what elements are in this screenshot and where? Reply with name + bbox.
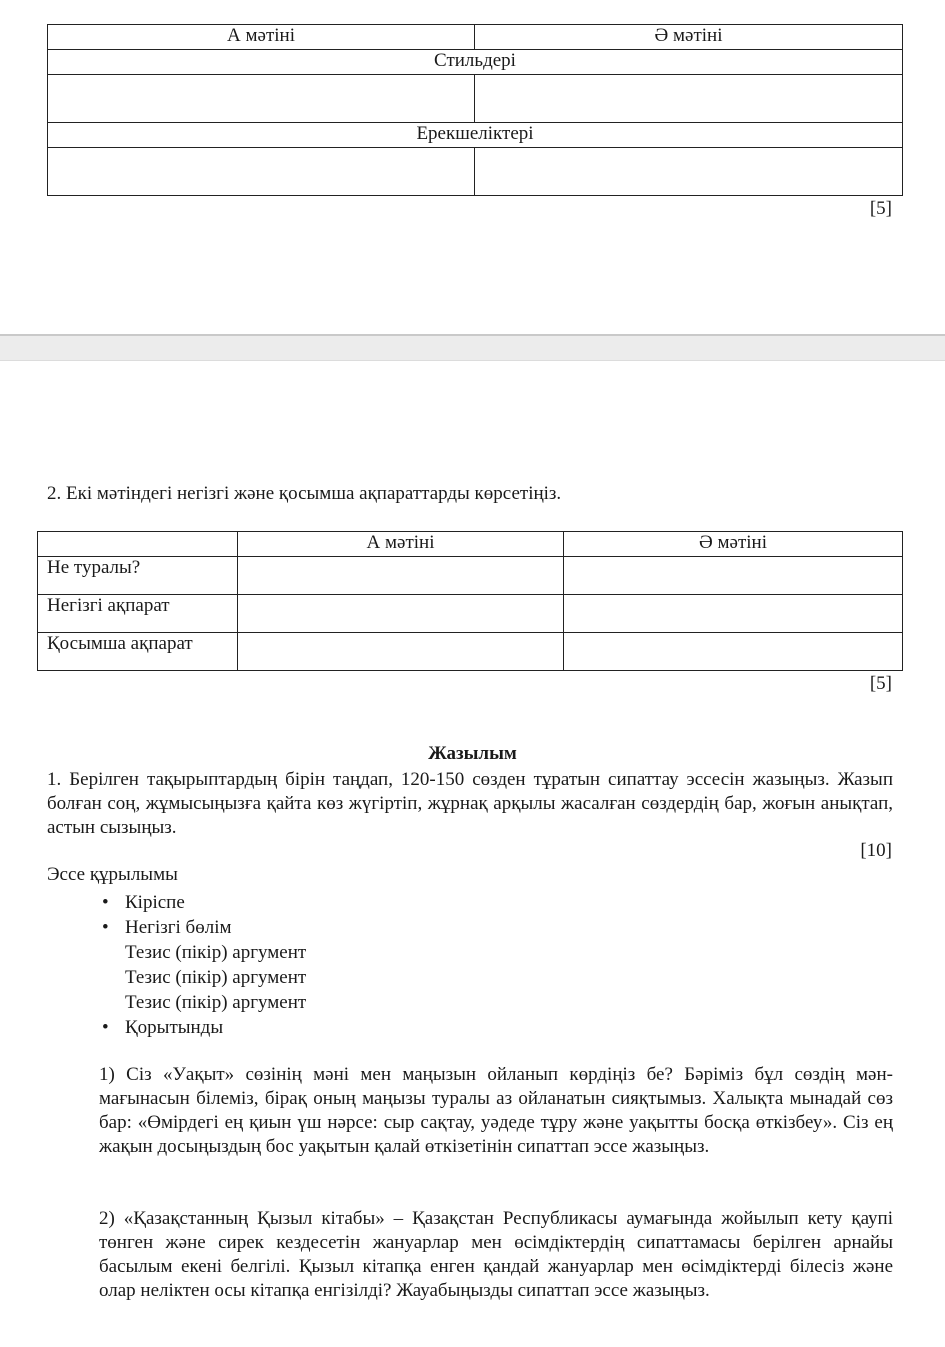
question-2: 2. Екі мәтіндегі негізгі және қосымша ақпараттарды көрсетіңіз. (47, 483, 562, 504)
table1-styles-row-label: Стильдері (48, 50, 903, 75)
table1-score: [5] (869, 198, 892, 219)
info-table-header-a: А мәтіні (238, 532, 564, 557)
structure-body: • Негізгі бөлім (100, 915, 306, 940)
structure-thesis: Тезис (пікір) аргумент (125, 942, 307, 963)
structure-thesis: Тезис (пікір) аргумент (125, 992, 307, 1013)
table1-header-b: Ә мәтіні (475, 25, 903, 50)
info-cell-additional-b[interactable] (564, 633, 903, 671)
table1-styles-cell-a[interactable] (48, 75, 475, 123)
table2-score: [5] (869, 673, 892, 694)
table1-features-cell-b[interactable] (475, 148, 903, 196)
styles-table (47, 24, 903, 196)
info-row-label-main: Негізгі ақпарат (38, 595, 238, 633)
info-table-header-b: Ә мәтіні (564, 532, 903, 557)
table1-header-a: А мәтіні (48, 25, 475, 50)
structure-intro: • Кіріспе (100, 890, 306, 915)
info-cell-about-b[interactable] (564, 557, 903, 595)
essay-topic-1: 1) Сіз «Уақыт» сөзінің мәні мен маңызын ойланып көрдіңіз бе? Бәріміз бұл сөздің мән-мағынасын білеміз, бірақ оның маңызы туралы аз ойланатын сияқтымыз. Халықта мынадай сөз бар: «Өмірдегі ең қиын үш нәрсе: сыр сақтау, уәдеде тұру және уақытты босқа өткізбеу». Сіз ең жақын досыңыздың бос уақытын қалай өткізетінін сипаттап эссе жазыңыз. (99, 1064, 893, 1157)
writing-heading: Жазылым (428, 743, 517, 764)
table1-features-row-label: Ерекшеліктері (48, 123, 903, 148)
info-cell-about-a[interactable] (238, 557, 564, 595)
info-table-corner (38, 532, 238, 557)
info-table (37, 531, 903, 671)
table1-features-cell-a[interactable] (48, 148, 475, 196)
essay-structure-title: Эссе құрылымы (47, 864, 178, 885)
info-cell-additional-a[interactable] (238, 633, 564, 671)
structure-thesis: Тезис (пікір) аргумент (125, 967, 307, 988)
info-row-label-additional: Қосымша ақпарат (38, 633, 238, 671)
info-cell-main-a[interactable] (238, 595, 564, 633)
page-separator (0, 334, 945, 361)
info-row-label-about: Не туралы? (38, 557, 238, 595)
structure-conclusion: • Қорытынды (100, 1015, 306, 1040)
writing-task: 1. Берілген тақырыптардың бірін таңдап, 120-150 сөзден тұратын сипаттау эссесін жазыңыз. Жазып болған соң, жұмысыңызға қайта көз жүгіртіп, жұрнақ арқылы жасалған сөздердің бар, жоғын анықтап, астын сызыңыз. (47, 769, 893, 838)
essay-topic-2: 2) «Қазақстанның Қызыл кітабы» – Қазақстан Республикасы аумағында жойылып кету қаупі төнген және сирек кездесетін жануарлар мен өсімдіктердің сипаттамасы берілген арнайы басылым екені белгілі. Қызыл кітапқа енген қандай жануарлар мен өсімдіктерді білесіз және олар неліктен осы кітапқа енгізілді? Жауабыңызды сипаттап эссе жазыңыз. (99, 1208, 893, 1301)
info-cell-main-b[interactable] (564, 595, 903, 633)
table1-styles-cell-b[interactable] (475, 75, 903, 123)
writing-score: [10] (860, 840, 892, 861)
essay-structure-list (100, 890, 306, 1040)
